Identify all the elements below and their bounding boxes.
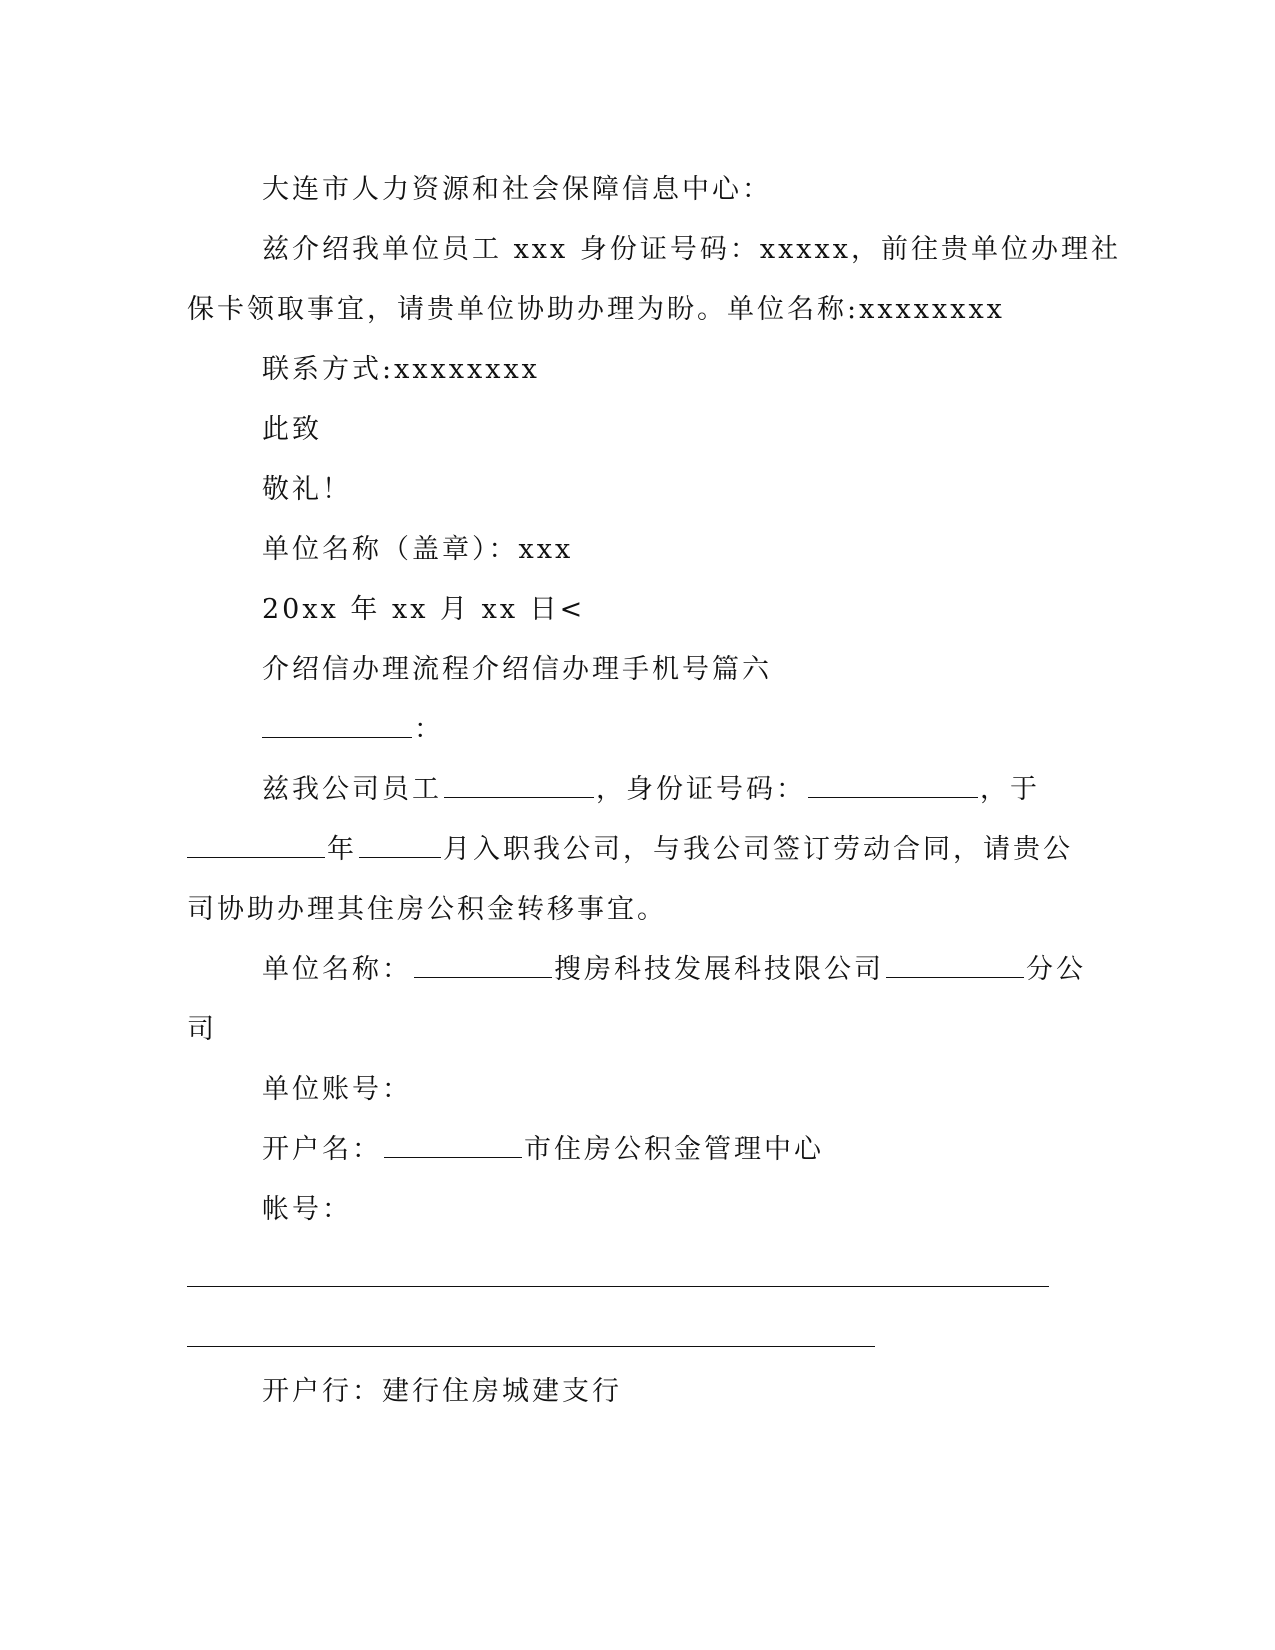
date-line: 20xx 年 xx 月 xx 日< <box>262 594 586 625</box>
text-id-number: ，身份证号码： <box>596 774 806 805</box>
text-unit-name: 单位名称： <box>262 954 412 985</box>
contact-line: 联系方式:xxxxxxxx <box>262 354 540 385</box>
unit-name-blank-2 <box>886 953 1024 978</box>
closing-line-2: 敬礼！ <box>262 474 352 505</box>
text-account-name: 开户名： <box>262 1134 382 1165</box>
body-line-2: 保卡领取事宜，请贵单位协助办理为盼。单位名称:xxxxxxxx <box>187 294 1005 325</box>
unit-name-line-cont: 司 <box>187 1014 217 1045</box>
month-blank <box>359 833 441 858</box>
account-name-line <box>262 1132 824 1168</box>
section-heading: 介绍信办理流程介绍信办理手机号篇六 <box>262 654 772 685</box>
signature-line: 单位名称（盖章）：xxx <box>262 534 574 565</box>
colon: ： <box>414 714 444 745</box>
text-fund-center: 市住房公积金管理中心 <box>524 1134 824 1165</box>
unit-name-line <box>262 952 1086 988</box>
closing-line-1: 此致 <box>262 414 322 445</box>
body-line-1: 兹介绍我单位员工 xxx 身份证号码：xxxxx，前往贵单位办理社 <box>262 234 1121 265</box>
account-number-line: 帐号： <box>262 1194 352 1225</box>
recipient-line: 大连市人力资源和社会保障信息中心： <box>262 174 772 205</box>
account-number-blank-2 <box>187 1346 875 1347</box>
id-number-blank <box>808 773 978 798</box>
account-number-blank-1 <box>187 1286 1049 1287</box>
recipient-blank-line <box>262 712 444 748</box>
body2-line-3: 司协助办理其住房公积金转移事宜。 <box>187 894 667 925</box>
account-name-blank <box>384 1133 522 1158</box>
year-blank <box>187 833 325 858</box>
text-employee: 兹我公司员工 <box>262 774 442 805</box>
text-branch: 分公 <box>1026 954 1086 985</box>
unit-name-blank-1 <box>414 953 552 978</box>
body2-line-2 <box>187 832 1073 868</box>
bank-line: 开户行：建行住房城建支行 <box>262 1376 622 1407</box>
text-on: ，于 <box>980 774 1040 805</box>
body2-line-1 <box>262 772 1040 808</box>
text-month-contract: 月入职我公司，与我公司签订劳动合同，请贵公 <box>443 834 1073 865</box>
unit-account-line: 单位账号： <box>262 1074 412 1105</box>
text-year: 年 <box>327 834 357 865</box>
employee-name-blank <box>444 773 594 798</box>
text-company: 搜房科技发展科技限公司 <box>554 954 884 985</box>
recipient-blank <box>262 713 412 738</box>
